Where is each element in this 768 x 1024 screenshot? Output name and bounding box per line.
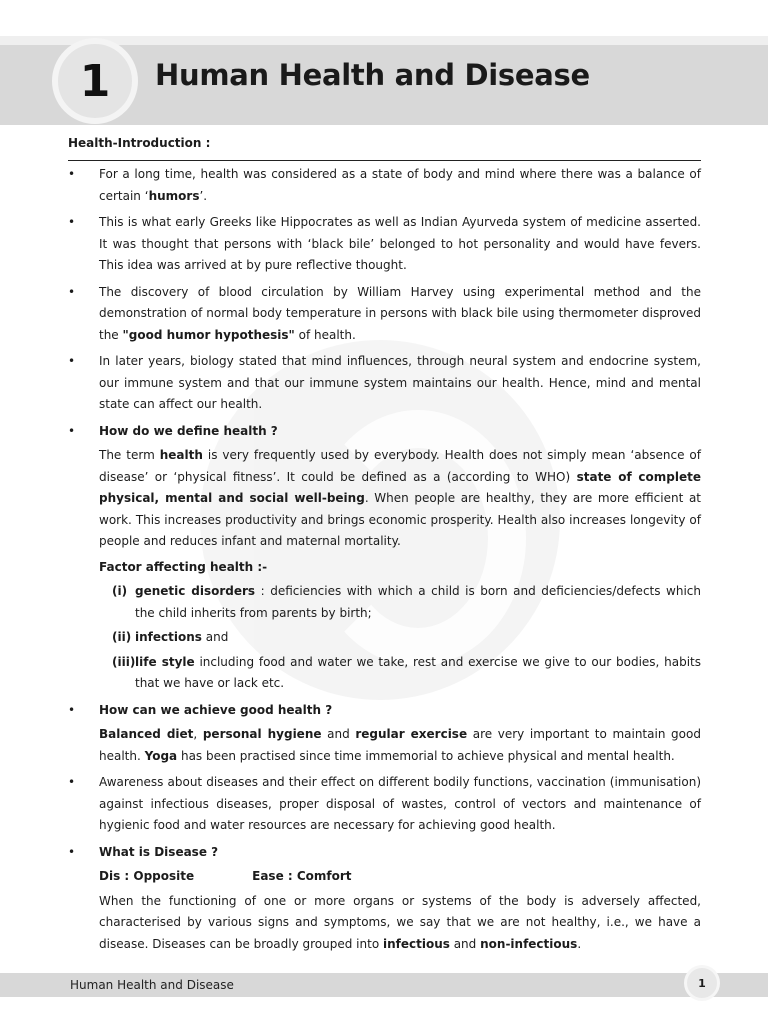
bullet-icon: • [68,702,76,717]
disease-heading: What is Disease ? [99,844,219,859]
bullet-icon: • [68,354,76,368]
bullet-item-define-health [68,421,701,695]
disease-etymology: Dis : Opposite Ease : Comfort [99,869,352,883]
chapter-number: 1 [79,56,111,107]
factor-item: (iii) life style including food and water we take, rest and exercise we give to our bodies, habits that we have or lack etc. [99,652,701,695]
factor-number: (i) [112,584,128,598]
footer-title: Human Health and Disease [70,978,234,992]
bullet-item: • For a long time, health was considered as a state of body and mind where there was a balance of certain ‘humors’. [68,164,701,207]
factors-heading: Factor affecting health :- [99,559,268,574]
bullet-icon: • [68,215,76,229]
bullet-item-disease [68,842,701,956]
bullet-item: • The discovery of blood circulation by William Harvey using experimental method and the demonstration of normal body temperature in persons with black bile using thermometer disproved the "good humor hypothesis" of health. [68,282,701,347]
bullet-icon: • [68,844,76,859]
define-health-paragraph: The term health is very frequently used by everybody. Health does not simply mean ‘absence of disease’ or ‘physical fitness’. It could be defined as a (according to WHO) state of complete physical, mental and social well-being. When people are healthy, they are more efficient at work. This increases productivity and brings economic prosperity. Health also increases longevity of people and reduces infant and maternal mortality. [99,448,702,548]
bullet-item-achieve-health [68,700,701,768]
bullet-icon: • [68,167,76,181]
achieve-health-paragraph: Balanced diet, personal hygiene and regular exercise are very important to maintain good health. Yoga has been practised since time immemorial to achieve physical and mental health. [99,727,701,763]
bullet-icon: • [68,775,76,789]
achieve-health-heading: How can we achieve good health ? [99,702,333,717]
bullet-item: • In later years, biology stated that mind influences, through neural system and endocrine system, our immune system and that our immune system maintains our health. Hence, mind and mental state can affect our health. [68,351,701,416]
section-divider [68,160,701,161]
factor-number: (ii) [112,630,132,644]
page-number-badge [684,965,720,1001]
bullet-item: • Awareness about diseases and their effect on different bodily functions, vaccination (immunisation) against infectious diseases, proper disposal of wastes, control of vectors and maintenance of hygienic food and water resources are necessary for achieving good health. [68,772,701,837]
chapter-title: Human Health and Disease [155,58,590,92]
bullet-item: • This is what early Greeks like Hippocrates as well as Indian Ayurveda system of medicine asserted. It was thought that persons with ‘black bile’ belonged to hot personality and would have fevers. This idea was arrived at by pure reflective thought. [68,212,701,277]
disease-paragraph: When the functioning of one or more organs or systems of the body is adversely affected, characterised by various signs and symptoms, we say that we are not healthy, i.e., we have a disease. Diseases can be broadly grouped into infectious and non-infectious. [99,893,701,951]
define-health-heading: How do we define health ? [99,423,278,438]
bullet-icon: • [68,423,76,438]
factor-item: (i) genetic disorders : deficiencies with which a child is born and deficiencies/defects which the child inherits from parents by birth; [99,581,701,624]
chapter-number-badge [52,38,138,124]
factor-number: (iii) [112,654,136,669]
page-number: 1 [698,977,706,990]
factor-item: (ii) infections and [99,627,701,649]
section-title: Health-Introduction : [68,136,211,150]
page-content [68,163,701,960]
bullet-icon: • [68,284,76,299]
